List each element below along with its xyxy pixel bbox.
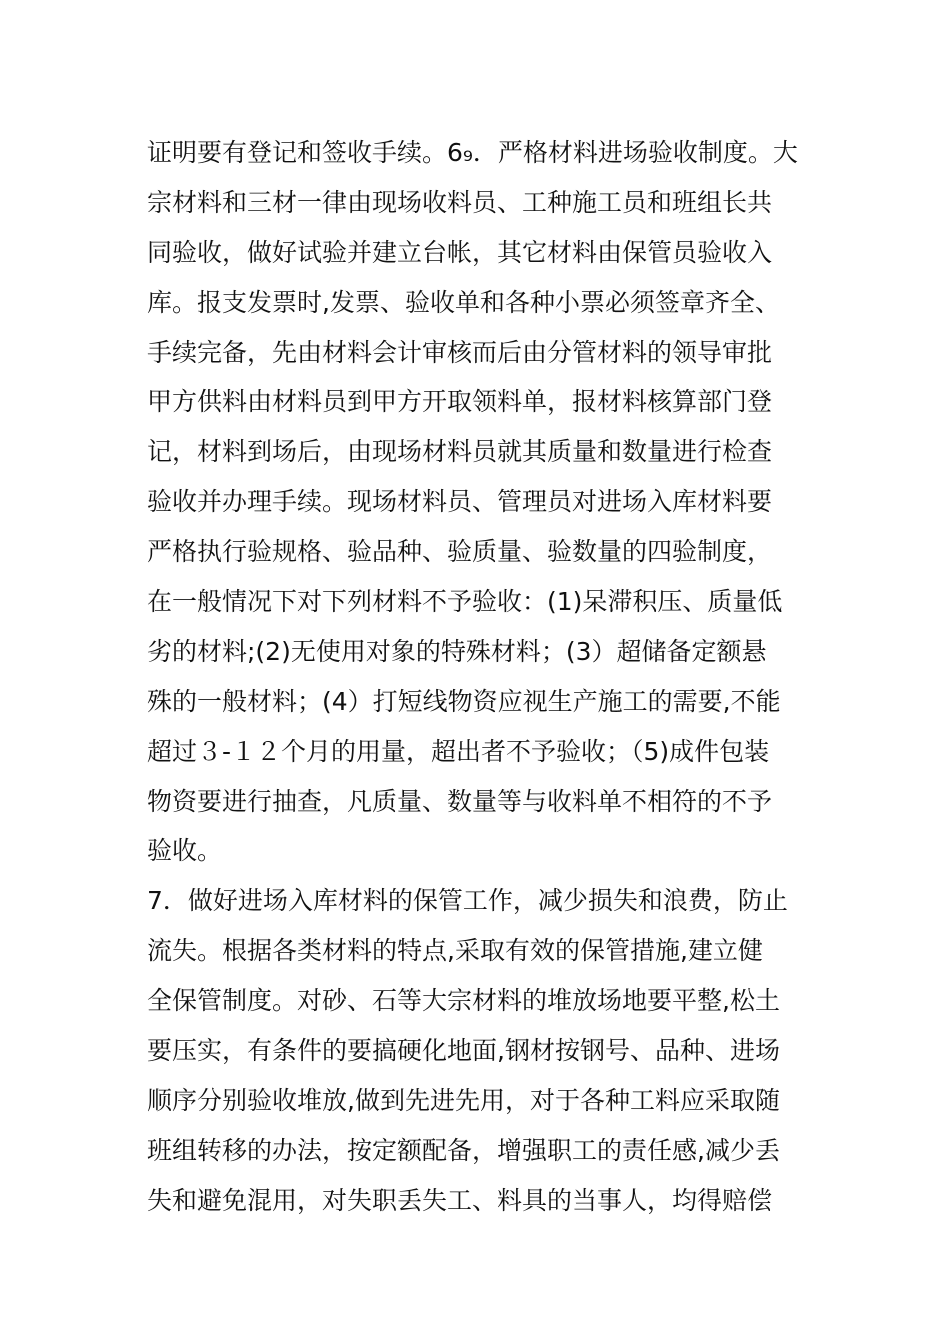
text-line: 严格执行验规格、验品种、验质量、验数量的四验制度， bbox=[147, 537, 773, 567]
text-line: 同验收，做好试验并建立台帐，其它材料由保管员验收入 bbox=[147, 237, 773, 267]
text-line: 验收并办理手续。现场材料员、管理员对进场入库材料要 bbox=[147, 487, 773, 517]
text-line: 班组转移的办法，按定额配备，增强职工的责任感,减少丢 bbox=[147, 1135, 780, 1165]
text-line: 全保管制度。对砂、石等大宗材料的堆放场地要平整,松土 bbox=[147, 986, 780, 1016]
text-line: 超过３-１２个月的用量，超出者不予验收；（5)成件包装 bbox=[147, 736, 770, 766]
text-line: 流失。根据各类材料的特点,采取有效的保管措施,建立健 bbox=[147, 936, 763, 966]
text-line: 验收。 bbox=[147, 836, 223, 866]
text-line: 顺序分别验收堆放,做到先进先用，对于各种工料应采取随 bbox=[147, 1085, 780, 1115]
text-line: 宗材料和三材一律由现场收料员、工种施工员和班组长共 bbox=[147, 187, 773, 217]
text-line: 7．做好进场入库材料的保管工作，减少损失和浪费，防止 bbox=[147, 886, 788, 916]
text-line: 甲方供料由材料员到甲方开取领料单，报材料核算部门登 bbox=[147, 387, 773, 417]
text-line: 要压实，有条件的要搞硬化地面,钢材按钢号、品种、进场 bbox=[147, 1036, 780, 1066]
text-line: 记，材料到场后，由现场材料员就其质量和数量进行检查 bbox=[147, 437, 773, 467]
text-line: 劣的材料;(2)无使用对象的特殊材料；(3）超储备定额悬 bbox=[147, 636, 767, 666]
body-text bbox=[147, 128, 817, 1226]
text-line: 库。报支发票时,发票、验收单和各种小票必须签章齐全、 bbox=[147, 287, 780, 317]
text-line: 手续完备，先由材料会计审核而后由分管材料的领导审批 bbox=[147, 337, 773, 367]
text-line: 在一般情况下对下列材料不予验收：(1)呆滞积压、质量低 bbox=[147, 587, 783, 617]
text-line: 物资要进行抽查，凡质量、数量等与收料单不相符的不予 bbox=[147, 786, 773, 816]
text-line: 证明要有登记和签收手续。6₉．严格材料进场验收制度。大 bbox=[147, 138, 798, 167]
text-line: 失和避免混用，对失职丢失工、料具的当事人，均得赔偿 bbox=[147, 1185, 773, 1215]
text-line: 殊的一般材料；(4）打短线物资应视生产施工的需要,不能 bbox=[147, 686, 781, 716]
